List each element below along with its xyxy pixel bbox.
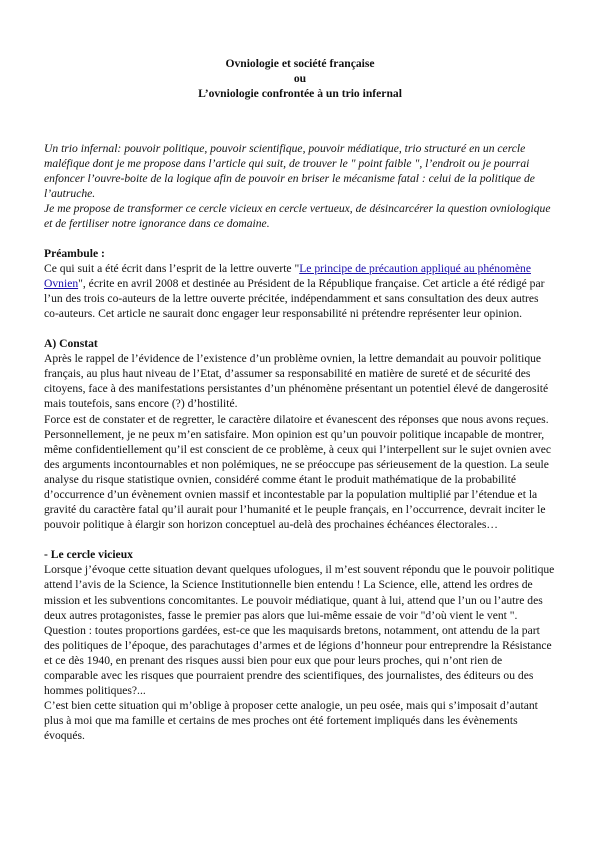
preambule-heading: Préambule : [44, 246, 105, 260]
open-letter-link[interactable]: Le principe de précaution appliqué au phénomène Ovnien [44, 261, 531, 290]
title-line-2: ou [293, 72, 307, 85]
cercle-paragraph-1: Lorsque j’évoque cette situation devant quelques ufologues, il m’est souvent répondu que le pouvoir politique attend l’avis de la Science, la Science Institutionnelle bien entendu ! La Science, elle, attend les ordres de mission et les subventions concomitantes. Le pouvoir médiatique, quant à lui, attend que l’un ou l’autre des deux autres protagonistes, fasse le premier pas alors que lui-même essaie de voir "d’où vient le vent ". [44, 563, 555, 622]
cercle-vicieux-heading: - Le cercle vicieux [44, 548, 133, 562]
title-line-3: L’ovniologie confrontée à un trio infernal [198, 87, 402, 100]
title-line-1: Ovniologie et société française [225, 57, 375, 70]
section-preambule [44, 246, 556, 321]
constat-heading: A) Constat [44, 337, 98, 351]
cercle-paragraph-2: Question : toutes proportions gardées, est-ce que les maquisards bretons, notamment, ont attendu de la part des politiques de l’époque, des parachutages d’armes et de légions d’honneur pour entreprendre la Résistance et ce dès 1940, en prenant des risques aussi bien pour eux que pour leurs proches, qui n’ont rien de comparable avec les risques que pourraient prendre des scientifiques, des journalistes, des éditeurs ou des hommes politiques?... [44, 623, 552, 698]
constat-paragraph-1: Après le rappel de l’évidence de l’existence d’un problème ovnien, la lettre demandait au pouvoir politique français, au plus haut niveau de l’Etat, d’assumer sa responsabilité en matière de sureté et de sécurité des citoyens, face à des manifestations persistantes d’un phénomène présentant un potentiel élevé de dangerosité mais toutefois, sans encore (?) d’hostilité. [44, 352, 549, 411]
cercle-paragraph-3: C’est bien cette situation qui m’oblige à proposer cette analogie, un peu osée, mais qui s’imposait d’autant plus à moi que ma famille et certains de mes proches ont été fortement impliqués dans les évènements évoqués. [44, 699, 538, 743]
constat-paragraph-2: Force est de constater et de regretter, le caractère dilatoire et évanescent des réponses que nous avons reçues. Personnellement, je ne peux m’en satisfaire. Mon opinion est qu’un pouvoir politique incapable de montrer, même confidentiellement qu’il est conscient de ce problème, à ceux qui l’interpellent sur le sujet ovnien avec des arguments incontournables et non polémiques, ne se préoccupe pas sérieusement de la question. La seule analyse du risque statistique ovnien, considéré comme étant le produit mathématique de la probabilité d’occurrence d’un évènement ovnien massif et incontestable par la population multiplié par l’étendue et la gravité du caractère fatal qu’il aurait pour l’humanité et le peuple français, en l’occurrence, devrait inciter le pouvoir politique à élargir son horizon conceptuel au-delà des prochaines échéances électorales… [44, 412, 552, 532]
intro-paragraph-2: Je me propose de transformer ce cercle vicieux en cercle vertueux, de désincarcérer la question ovniologique et de fertiliser notre ignorance dans ce domaine. [44, 202, 551, 231]
intro-paragraph-1: Un trio infernal: pouvoir politique, pouvoir scientifique, pouvoir médiatique, trio structuré en un cercle maléfique dont je me propose dans l’article qui suit, de trouver le " point faible ", l’endroit ou je pourrai enfoncer l’ouvre-boite de la logique afin de pouvoir en briser le mécanisme fatal : celui de la politique de l’autruche. [44, 142, 535, 201]
section-cercle-vicieux [44, 547, 556, 743]
document-title [44, 56, 556, 101]
preambule-text-after-link: ", écrite en avril 2008 et destinée au Président de la République française. Cet article a été rédigé par l’un des trois co-auteurs de la lettre ouverte précitée, indépendamment et sans consultation des deux autres co-auteurs. Cet article ne saurait donc engager leur responsabilité ni prétendre représenter leur opinion. [44, 276, 545, 320]
preambule-text-before-link: Ce qui suit a été écrit dans l’esprit de la lettre ouverte " [44, 261, 300, 275]
section-constat [44, 336, 556, 532]
preambule-paragraph [44, 261, 556, 321]
intro-abstract [44, 141, 556, 232]
